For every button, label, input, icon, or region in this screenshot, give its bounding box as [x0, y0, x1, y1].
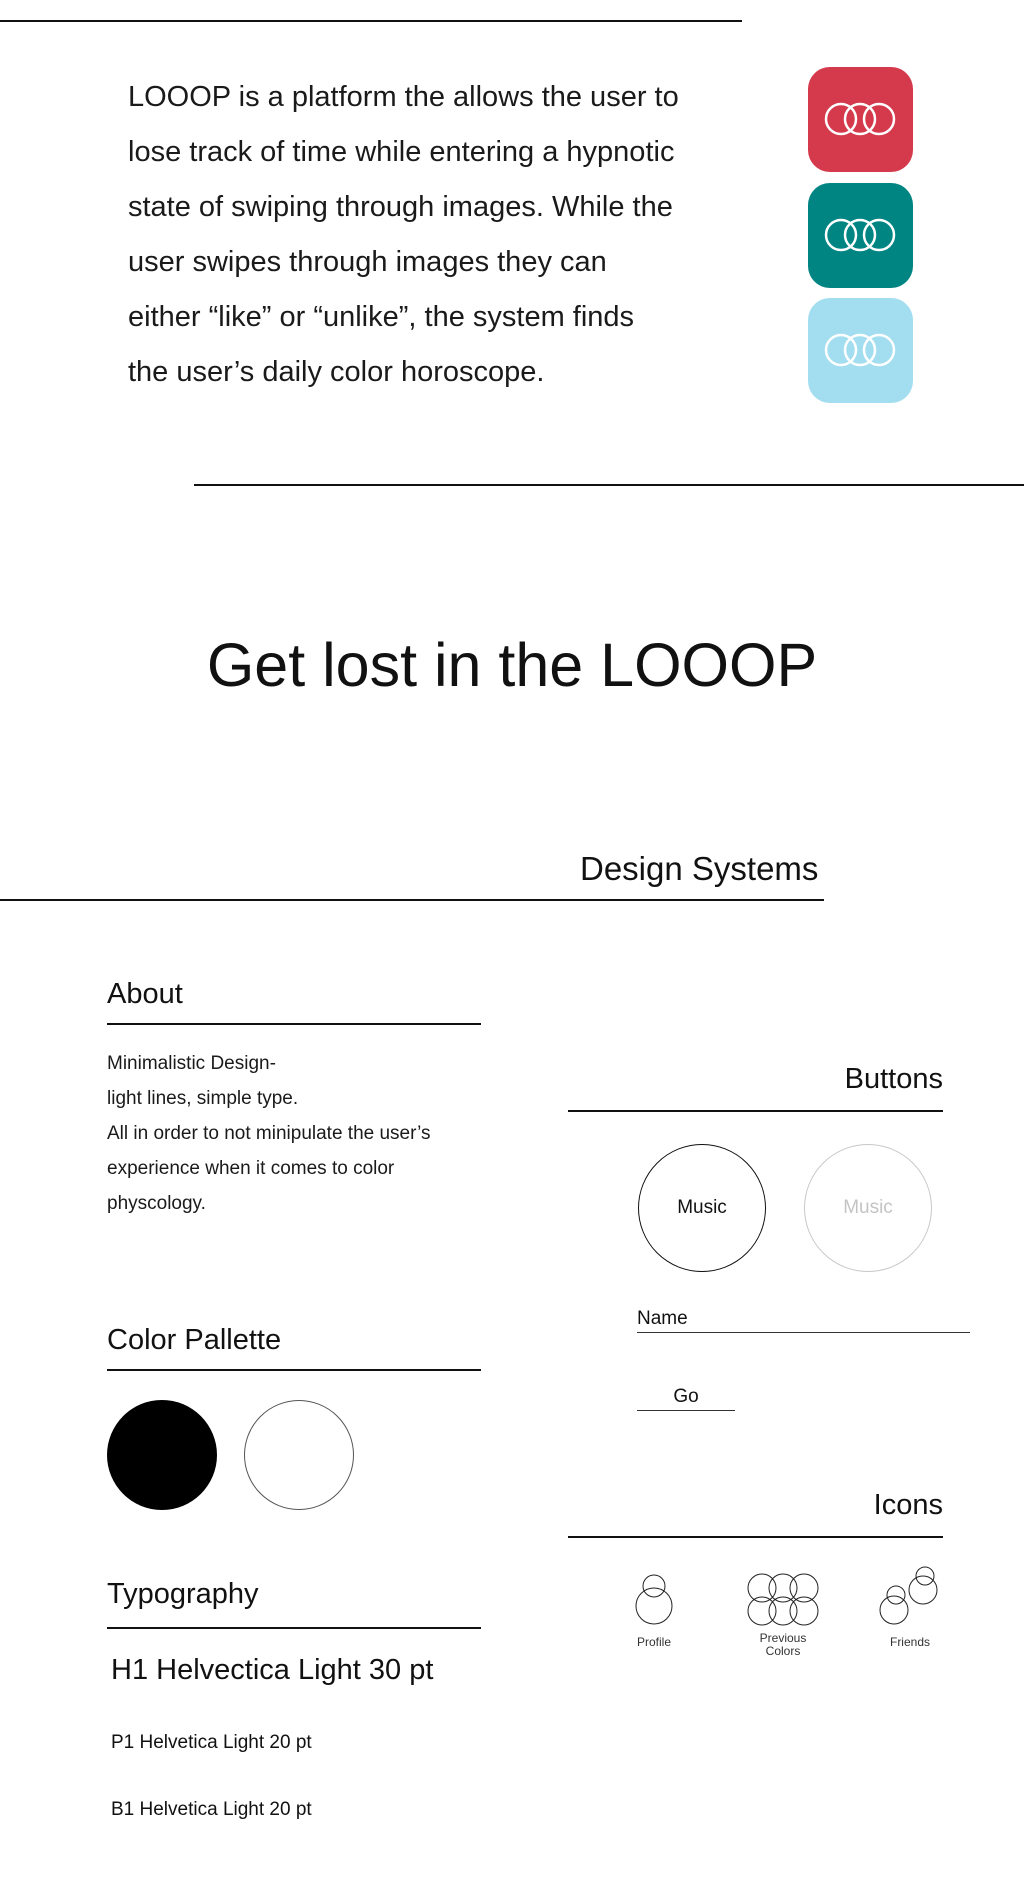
color-palette-divider	[107, 1369, 481, 1371]
previous-colors-icon[interactable]	[747, 1573, 819, 1627]
icons-divider	[568, 1536, 943, 1538]
previous-colors-icon-label	[743, 1632, 823, 1658]
looop-rings-icon	[822, 217, 899, 253]
section-divider	[194, 484, 1024, 486]
hero-title: Get lost in the LOOOP	[206, 631, 818, 699]
color-swatch-black	[107, 1400, 217, 1510]
looop-rings-icon	[822, 101, 899, 137]
about-divider	[107, 1023, 481, 1025]
music-button-label: Music	[843, 1197, 893, 1218]
typography-b1-sample: B1 Helvetica Light 20 pt	[111, 1799, 312, 1820]
typography-title: Typography	[107, 1578, 259, 1610]
music-button-inactive[interactable]	[804, 1144, 932, 1272]
about-line: light lines, simple type.	[107, 1088, 299, 1109]
intro-line: state of swiping through images. While the	[128, 191, 673, 223]
previous-colors-label-line2: Colors	[765, 1644, 801, 1658]
previous-colors-label-line1: Previous	[759, 1631, 807, 1645]
intro-paragraph	[128, 70, 708, 400]
music-button-active[interactable]	[638, 1144, 766, 1272]
design-systems-divider	[0, 899, 824, 901]
typography-h1-sample: H1 Helvectica Light 30 pt	[111, 1654, 434, 1686]
buttons-divider	[568, 1110, 943, 1112]
about-line: experience when it comes to color	[107, 1158, 395, 1179]
about-line: physcology.	[107, 1193, 206, 1214]
intro-line: the user’s daily color horoscope.	[128, 356, 545, 388]
about-text	[107, 1046, 507, 1221]
looop-rings-icon	[822, 332, 899, 368]
intro-line: lose track of time while entering a hypnotic	[128, 136, 675, 168]
intro-line: either “like” or “unlike”, the system finds	[128, 301, 635, 333]
app-icon-red	[808, 67, 913, 172]
typography-divider	[107, 1627, 481, 1629]
top-divider	[0, 20, 742, 22]
color-palette-title: Color Pallette	[107, 1324, 282, 1356]
name-input[interactable]	[637, 1332, 970, 1333]
color-swatch-white	[244, 1400, 354, 1510]
profile-icon-label: Profile	[636, 1635, 671, 1649]
design-systems-title: Design Systems	[580, 850, 819, 887]
about-line: All in order to not minipulate the user’s	[107, 1123, 431, 1144]
app-icon-light-blue	[808, 298, 913, 403]
friends-icon-label: Friends	[889, 1635, 930, 1649]
buttons-title: Buttons	[844, 1063, 943, 1095]
app-icon-teal	[808, 183, 913, 288]
go-button[interactable]	[637, 1386, 735, 1411]
typography-p1-sample: P1 Helvetica Light 20 pt	[111, 1732, 312, 1753]
about-title: About	[107, 978, 183, 1010]
name-field-label: Name	[637, 1308, 688, 1329]
intro-line: user swipes through images they can	[128, 246, 607, 278]
icons-title: Icons	[873, 1489, 943, 1521]
about-line: Minimalistic Design-	[107, 1053, 276, 1074]
go-button-label: Go	[673, 1386, 699, 1407]
friends-icon[interactable]	[878, 1565, 940, 1627]
music-button-label: Music	[677, 1197, 727, 1218]
profile-icon[interactable]	[632, 1572, 677, 1628]
intro-line: LOOOP is a platform the allows the user to	[128, 81, 679, 113]
